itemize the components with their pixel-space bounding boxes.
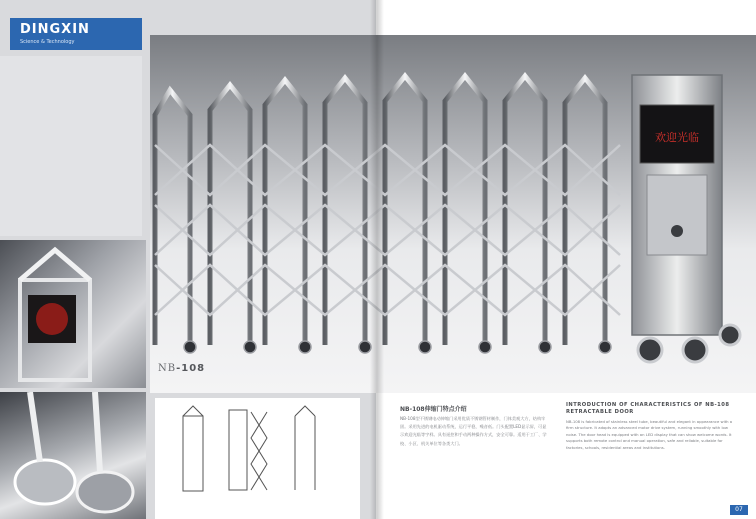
brand-name: DINGXIN	[20, 22, 90, 37]
gate-head-detail-illustration	[0, 240, 146, 388]
led-sign-text: 欢迎光临	[655, 131, 699, 144]
en-body: NB-108 is fabricated of stainless steel tube, beautiful and elegant in appearance with a firm structure. It adopts an advanced motor drive system, running smoothly with low noise. The door head is equipped with an LED display that can show welcome words. It supports both remote control and manual operation, safe and reliable, suitable for factories, schools, residential areas and institutions.	[566, 419, 733, 450]
gate-wheels	[184, 341, 611, 353]
cn-body: NB-108型不锈钢电动伸缩门采用优质不锈钢管材制作，门体美观大方，结构牢固。采用先进的电机驱动系统，运行平稳，噪音低。门头配置LED显示屏，可显示欢迎光临等字样。具有遥控和手动两种操作方式，安全可靠。适用于工厂、学校、小区、机关单位等各类大门。	[400, 416, 547, 446]
brand-logo	[10, 18, 142, 50]
page-number: 07	[730, 505, 748, 515]
model-label	[158, 363, 205, 374]
gate-wheel-detail-illustration	[0, 392, 146, 519]
technical-drawings	[155, 398, 360, 519]
detail-photo-wheels	[0, 392, 146, 519]
hero-photo	[150, 35, 756, 393]
side-panel	[0, 56, 142, 236]
retractable-gate-illustration	[150, 35, 756, 393]
model-prefix: NB	[158, 363, 177, 374]
motor-head	[632, 75, 740, 362]
cn-title: NB-108伸缩门特点介绍	[400, 406, 467, 413]
en-title: INTRODUCTION OF CHARACTERISTICS OF NB-108 RETRACTABLE DOOR	[566, 402, 730, 415]
brand-tagline: Science & Technology	[20, 39, 75, 45]
model-suffix: -108	[176, 363, 206, 374]
detail-photo-head	[0, 240, 146, 388]
technical-drawing	[155, 398, 360, 519]
page-gutter	[370, 0, 384, 519]
